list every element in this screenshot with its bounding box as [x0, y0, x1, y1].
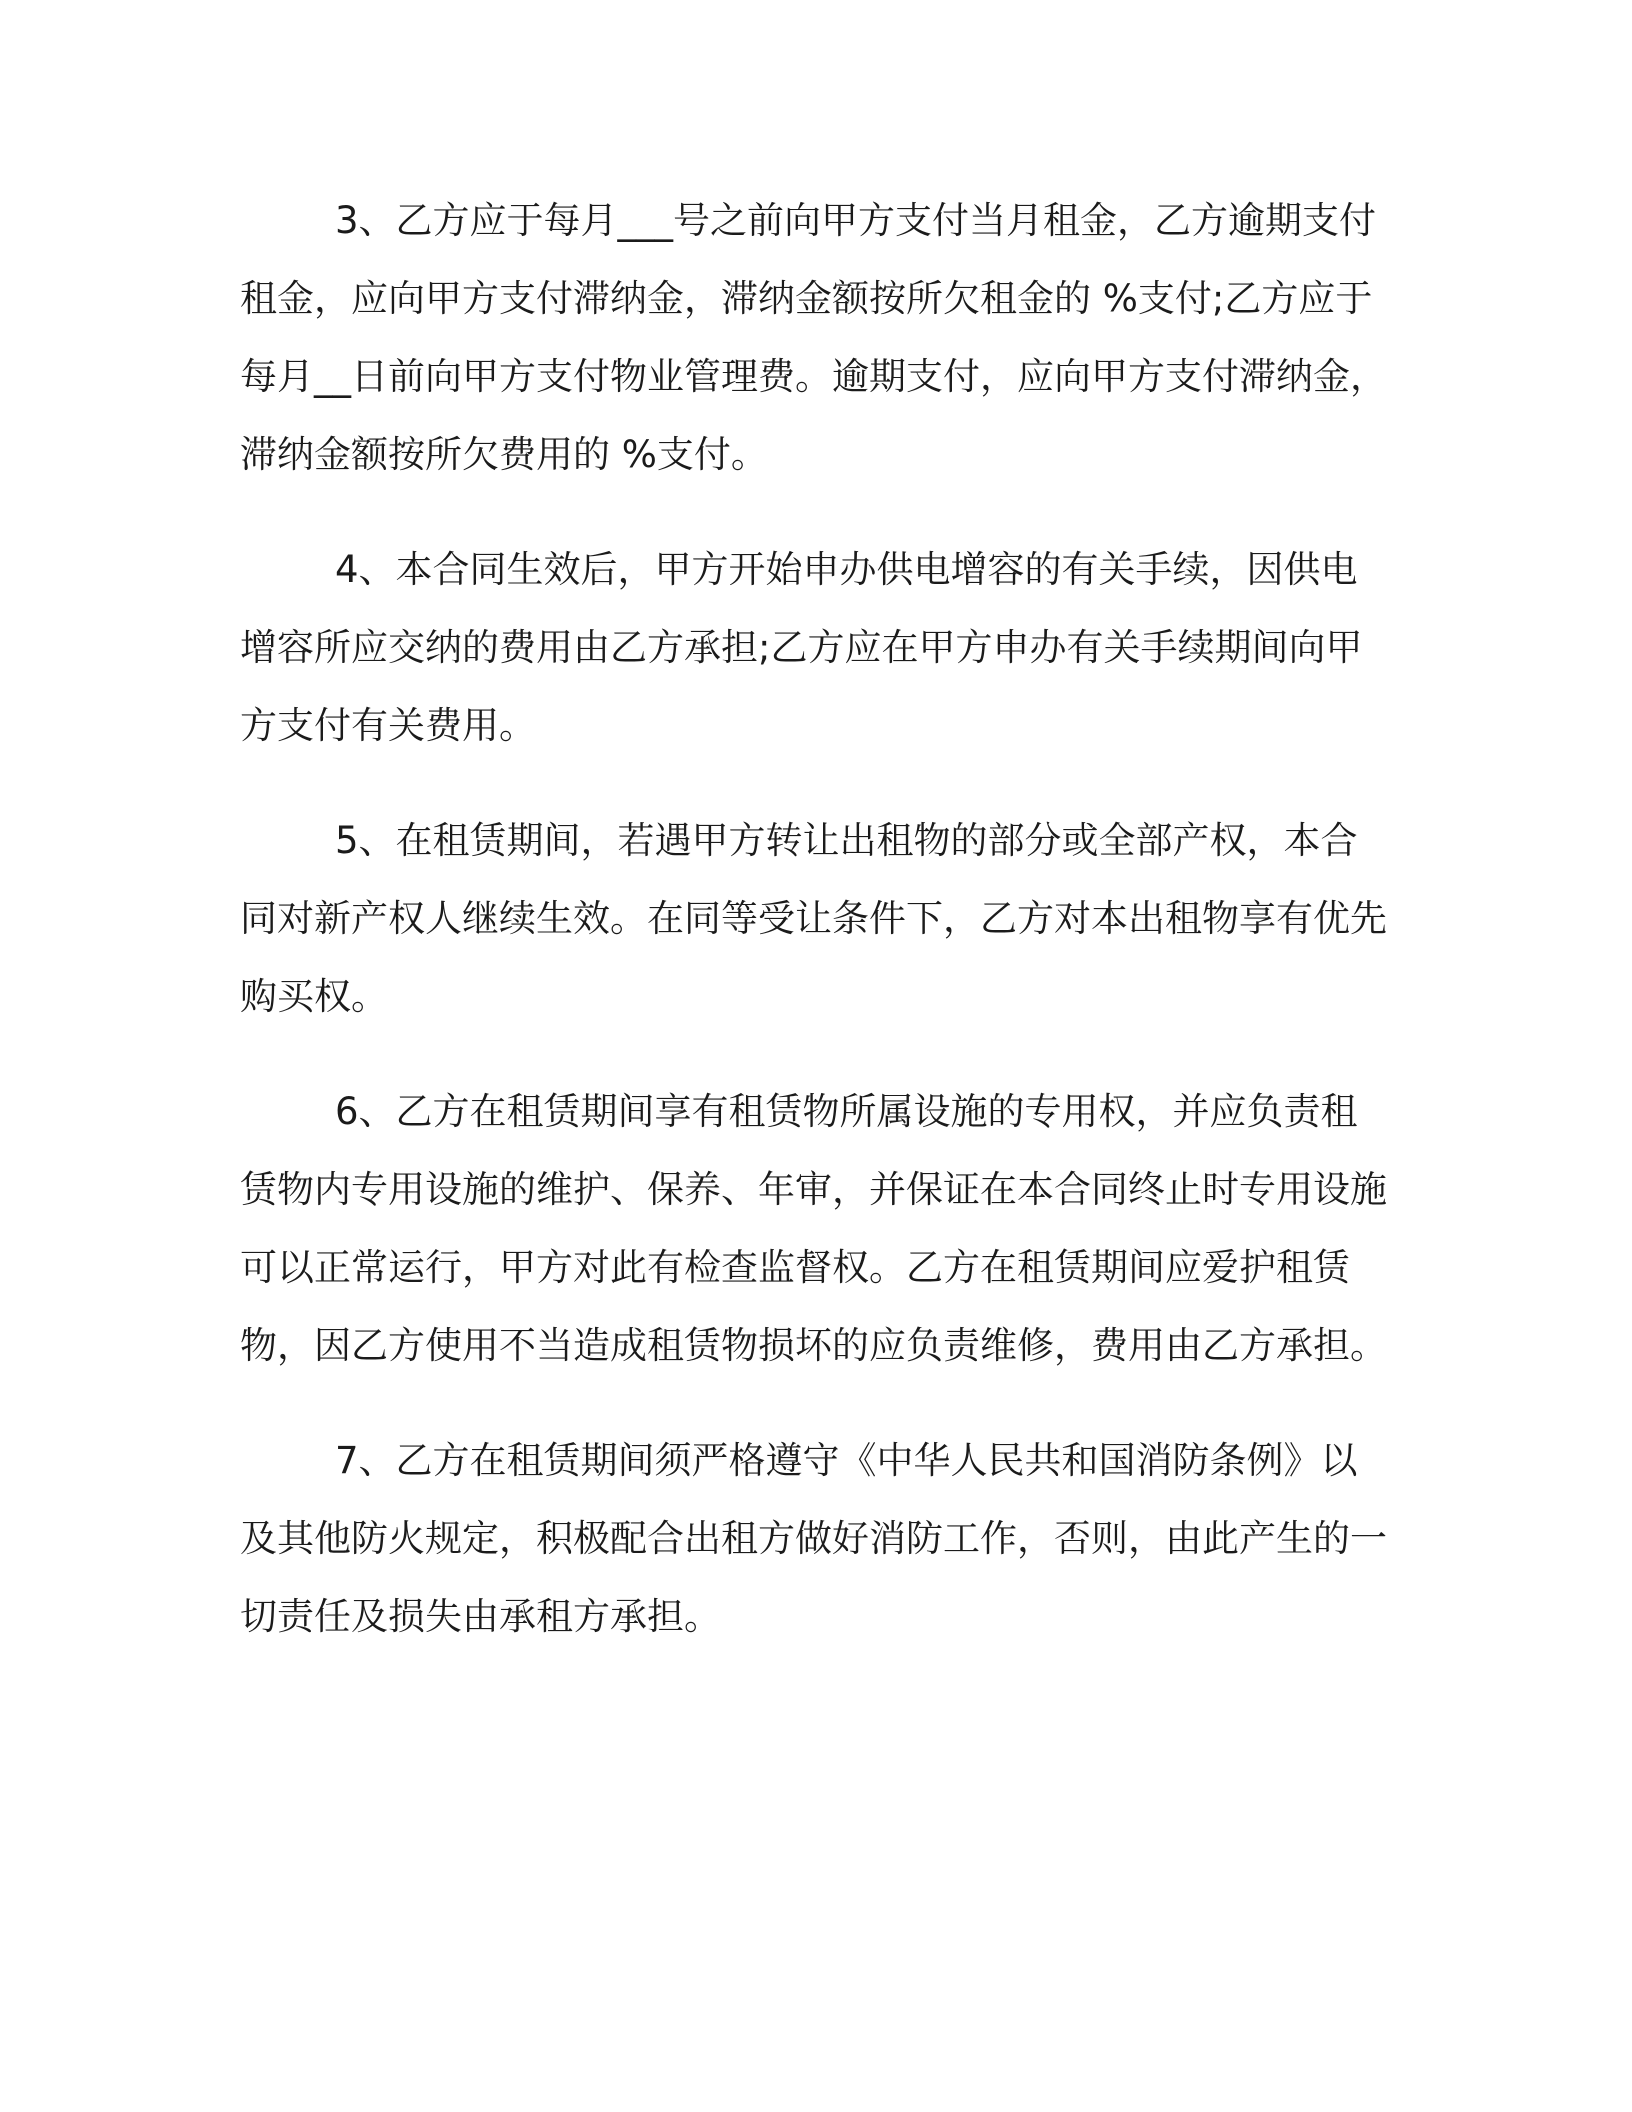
clause-6-paragraph: 6、乙方在租赁期间享有租赁物所属设施的专用权，并应负责租赁物内专用设施的维护、保养、年审，并保证在本合同终止时专用设施可以正常运行，甲方对此有检查监督权。乙方在租赁期间应爱护租赁物，因乙方使用不当造成租赁物损坏的应负责维修，费用由乙方承担。 — [240, 1090, 1387, 1367]
clause-7-paragraph: 7、乙方在租赁期间须严格遵守《中华人民共和国消防条例》以及其他防火规定，积极配合出租方做好消防工作，否则，由此产生的一切责任及损失由承租方承担。 — [240, 1439, 1387, 1638]
clause-3-paragraph: 3、乙方应于每月___号之前向甲方支付当月租金，乙方逾期支付租金，应向甲方支付滞纳金，滞纳金额按所欠租金的 %支付;乙方应于每月__日前向甲方支付物业管理费。逾期支付，应向甲方支付滞纳金，滞纳金额按所欠费用的 %支付。 — [240, 199, 1387, 476]
clause-4-paragraph: 4、本合同生效后，甲方开始申办供电增容的有关手续，因供电增容所应交纳的费用由乙方承担;乙方应在甲方申办有关手续期间向甲方支付有关费用。 — [240, 548, 1363, 747]
document-body — [240, 182, 1390, 1694]
clause-5-paragraph: 5、在租赁期间，若遇甲方转让出租物的部分或全部产权，本合同对新产权人继续生效。在同等受让条件下，乙方对本出租物享有优先购买权。 — [240, 819, 1387, 1018]
